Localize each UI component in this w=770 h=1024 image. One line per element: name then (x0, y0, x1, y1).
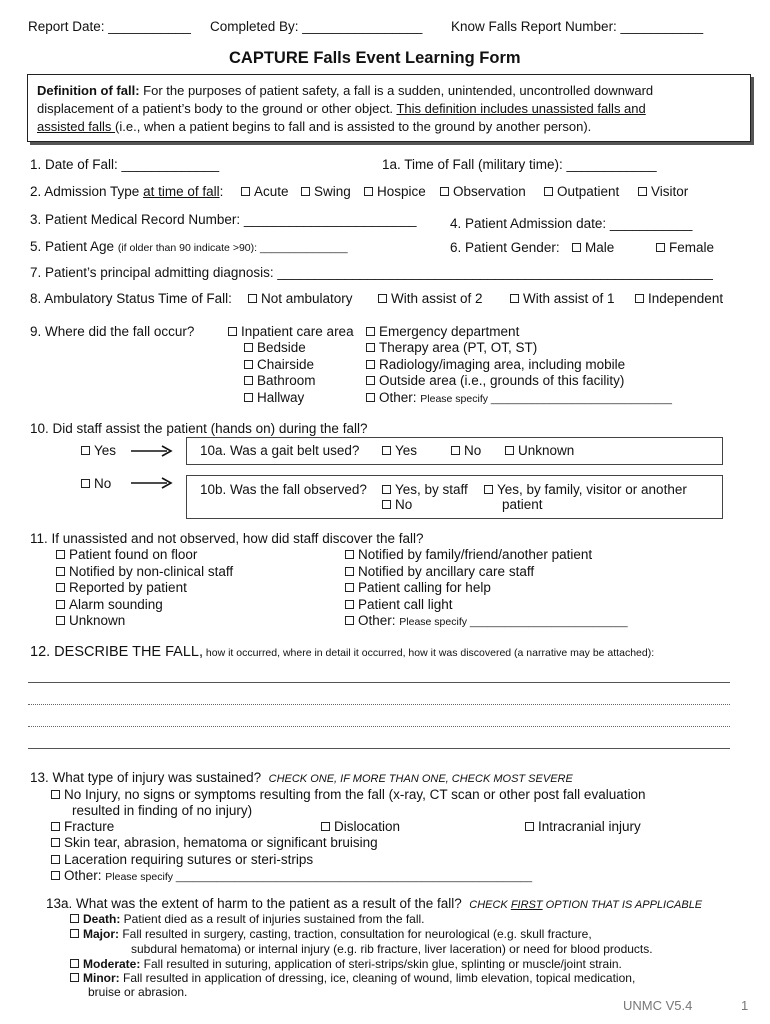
narrative-line[interactable] (28, 726, 730, 727)
definition-term: Definition of fall: (37, 83, 140, 98)
definition-line-1 (37, 82, 741, 100)
hospice-checkbox[interactable] (364, 187, 373, 196)
staff-assist-label: 10. Did staff assist the patient (hands on) during the fall? (30, 421, 368, 436)
major-cont: subdural hematoma) or internal injury (e.g. rib fracture, liver laceration) or need for blood products. (131, 942, 653, 956)
patient-gender-label: 6. Patient Gender: (450, 240, 560, 255)
outside-checkbox[interactable] (366, 376, 375, 385)
discovery-unknown-checkbox[interactable] (56, 616, 65, 625)
describe-fall-note: how it occurred, where in detail it occurred, how it was discovered (a narrative may be attached): (203, 647, 655, 659)
dislocation-option[interactable] (321, 819, 400, 834)
gait-belt-label: 10a. Was a gait belt used? (200, 443, 360, 458)
harm-extent-label (46, 896, 702, 911)
harm-instr-b: OPTION THAT IS APPLICABLE (542, 899, 703, 911)
staff-assist-yes-label: Yes (94, 443, 117, 458)
gait-belt-unknown-label: Unknown (518, 443, 575, 458)
bedside-option[interactable] (244, 340, 306, 355)
female-checkbox[interactable] (656, 243, 665, 252)
fracture-label: Fracture (64, 819, 115, 834)
found-on-floor-checkbox[interactable] (56, 550, 65, 559)
admission-type-label (30, 184, 223, 199)
male-label: Male (585, 240, 615, 255)
inpatient-checkbox[interactable] (228, 327, 237, 336)
moderate-checkbox[interactable] (70, 959, 79, 968)
observation-checkbox[interactable] (440, 187, 449, 196)
harm-instr-first: FIRST (510, 899, 543, 911)
observed-no-checkbox[interactable] (382, 500, 391, 509)
major-text: Fall resulted in surgery, casting, traction, consultation for neurological (e.g. skull fracture, (119, 927, 592, 941)
female-label: Female (669, 240, 715, 255)
bathroom-option[interactable] (244, 373, 316, 388)
therapy-area-option[interactable] (366, 340, 537, 355)
laceration-option[interactable] (51, 852, 313, 867)
admission-type-colon: : (219, 184, 224, 199)
observed-staff-checkbox[interactable] (382, 485, 391, 494)
staff-assist-yes-checkbox[interactable] (81, 446, 90, 455)
independent-checkbox[interactable] (635, 294, 644, 303)
location-other-label: Other: (379, 390, 417, 405)
gait-belt-no-option[interactable] (451, 443, 481, 458)
admission-visitor-option[interactable] (638, 184, 688, 199)
assist-of-1-label: With assist of 1 (523, 291, 615, 306)
chairside-option[interactable] (244, 357, 314, 372)
observation-label: Observation (453, 184, 526, 199)
discovery-other-note: Please specify ___________________________ (399, 616, 628, 628)
fracture-option[interactable] (51, 819, 114, 834)
definition-text-3: (i.e., when a patient begins to fall and is assisted to the ground by another person). (115, 119, 592, 134)
alarm-sounding-label: Alarm sounding (69, 597, 163, 612)
observed-family-checkbox[interactable] (484, 485, 493, 494)
arrow-right-icon (131, 477, 175, 489)
admission-date-field[interactable]: 4. Patient Admission date: ___________ (450, 216, 693, 231)
version-label: UNMC V5.4 (623, 998, 693, 1013)
date-of-fall-field[interactable]: 1. Date of Fall: _____________ (30, 157, 220, 172)
discovery-unknown-label: Unknown (69, 613, 126, 628)
intracranial-option[interactable] (525, 819, 641, 834)
ancillary-staff-option[interactable] (345, 564, 534, 579)
death-text: Patient died as a result of injuries sustained from the fall. (120, 912, 425, 926)
ancillary-staff-label: Notified by ancillary care staff (358, 564, 535, 579)
definition-line-2 (37, 100, 741, 118)
harm-major-option[interactable] (70, 927, 592, 941)
location-other-checkbox[interactable] (366, 393, 375, 402)
admission-type-text: 2. Admission Type (30, 184, 144, 199)
intracranial-label: Intracranial injury (538, 819, 641, 834)
visitor-checkbox[interactable] (638, 187, 647, 196)
describe-fall-title: 12. DESCRIBE THE FALL, (30, 644, 203, 660)
found-on-floor-label: Patient found on floor (69, 547, 198, 562)
patient-age-note: (if older than 90 indicate >90): _______________ (117, 242, 348, 254)
minor-checkbox[interactable] (70, 973, 79, 982)
acute-label: Acute (254, 184, 289, 199)
non-clinical-option[interactable] (56, 564, 233, 579)
calling-for-help-option[interactable] (345, 580, 491, 595)
call-light-checkbox[interactable] (345, 600, 354, 609)
narrative-line[interactable] (28, 682, 730, 683)
minor-text: Fall resulted in application of dressing, ice, cleaning of wound, limb elevation, topical medication, (119, 971, 636, 985)
therapy-checkbox[interactable] (366, 343, 375, 352)
discovery-unknown-option[interactable] (56, 613, 125, 628)
no-injury-label: No Injury, no signs or symptoms resulting from the fall (x-ray, CT scan or other post fall evaluation (64, 787, 646, 802)
skin-tear-label: Skin tear, abrasion, hematoma or significant bruising (64, 835, 378, 850)
major-term: Major: (83, 927, 119, 941)
time-of-fall-field[interactable]: 1a. Time of Fall (military time): ____________ (382, 157, 657, 172)
chairside-label: Chairside (257, 357, 315, 372)
ambulatory-assist1-option[interactable] (510, 291, 615, 306)
admission-type-underlined: at time of fall (143, 184, 220, 199)
staff-assist-no-checkbox[interactable] (81, 479, 90, 488)
gender-female-option[interactable] (656, 240, 714, 255)
gait-belt-unknown-option[interactable] (505, 443, 574, 458)
gait-belt-yes-option[interactable] (382, 443, 417, 458)
outpatient-checkbox[interactable] (544, 187, 553, 196)
visitor-label: Visitor (651, 184, 689, 199)
injury-other-option[interactable] (51, 868, 532, 883)
no-injury-option[interactable] (51, 787, 645, 802)
narrative-line[interactable] (28, 748, 730, 749)
staff-assist-no-option[interactable] (81, 476, 111, 491)
chairside-checkbox[interactable] (244, 360, 253, 369)
laceration-label: Laceration requiring sutures or steri-strips (64, 852, 314, 867)
swing-label: Swing (314, 184, 351, 199)
radiology-option[interactable] (366, 357, 625, 372)
page-number: 1 (741, 998, 749, 1013)
gait-belt-yes-label: Yes (395, 443, 418, 458)
therapy-label: Therapy area (PT, OT, ST) (379, 340, 538, 355)
patient-age-label: 5. Patient Age (30, 239, 118, 254)
minor-cont: bruise or abrasion. (88, 985, 188, 999)
outside-area-option[interactable] (366, 373, 624, 388)
fracture-checkbox[interactable] (51, 822, 60, 831)
gait-belt-yes-checkbox[interactable] (382, 446, 391, 455)
alarm-sounding-checkbox[interactable] (56, 600, 65, 609)
non-clinical-checkbox[interactable] (56, 567, 65, 576)
moderate-text: Fall resulted in suturing, application of steri-strips/skin glue, splinting or muscle/joint strain. (140, 957, 622, 971)
admitting-diagnosis-field[interactable]: 7. Patient’s principal admitting diagnosis: __________________________________________________________ (30, 265, 713, 280)
discovery-other-option[interactable] (345, 613, 628, 628)
fall-observed-label: 10b. Was the fall observed? (200, 482, 367, 497)
injury-type-title: 13. What type of injury was sustained? (30, 770, 262, 785)
ambulatory-status-label: 8. Ambulatory Status Time of Fall: (30, 291, 232, 306)
definition-text-1: For the purposes of patient safety, a fall is a sudden, unintended, uncontrolled downward (139, 83, 654, 98)
assist-of-2-checkbox[interactable] (378, 294, 387, 303)
staff-assist-no-label: No (94, 476, 112, 491)
skin-tear-checkbox[interactable] (51, 838, 60, 847)
alarm-sounding-option[interactable] (56, 597, 163, 612)
discovery-other-checkbox[interactable] (345, 616, 354, 625)
not-ambulatory-checkbox[interactable] (248, 294, 257, 303)
intracranial-checkbox[interactable] (525, 822, 534, 831)
fall-location-label: 9. Where did the fall occur? (30, 324, 195, 339)
reported-by-patient-option[interactable] (56, 580, 187, 595)
gait-belt-no-label: No (464, 443, 482, 458)
assist-of-2-label: With assist of 2 (391, 291, 483, 306)
major-checkbox[interactable] (70, 929, 79, 938)
not-ambulatory-label: Not ambulatory (261, 291, 353, 306)
bathroom-checkbox[interactable] (244, 376, 253, 385)
definition-box (27, 74, 751, 142)
harm-death-option[interactable] (70, 912, 425, 926)
injury-other-checkbox[interactable] (51, 871, 60, 880)
calling-for-help-checkbox[interactable] (345, 583, 354, 592)
acute-checkbox[interactable] (241, 187, 250, 196)
emergency-dept-option[interactable] (366, 324, 519, 339)
ambulatory-independent-option[interactable] (635, 291, 723, 306)
notified-family-option[interactable] (345, 547, 592, 562)
admission-observation-option[interactable] (440, 184, 526, 199)
admission-hospice-option[interactable] (364, 184, 426, 199)
radiology-checkbox[interactable] (366, 360, 375, 369)
hallway-checkbox[interactable] (244, 393, 253, 402)
inpatient-area-option[interactable] (228, 324, 354, 339)
location-other-option[interactable] (366, 390, 672, 405)
no-injury-cont: resulted in finding of no injury) (72, 803, 253, 818)
observed-no-option[interactable] (382, 497, 412, 512)
hallway-label: Hallway (257, 390, 305, 405)
harm-extent-title: 13a. What was the extent of harm to the patient as a result of the fall? (46, 896, 462, 911)
form-title: CAPTURE Falls Event Learning Form (229, 49, 521, 67)
notified-family-checkbox[interactable] (345, 550, 354, 559)
discovery-label: 11. If unassisted and not observed, how did staff discover the fall? (30, 531, 424, 546)
injury-other-note: Please specify _____________________________________________________________ (105, 871, 533, 883)
gait-belt-no-checkbox[interactable] (451, 446, 460, 455)
admission-swing-option[interactable] (301, 184, 351, 199)
harm-moderate-option[interactable] (70, 957, 622, 971)
call-light-option[interactable] (345, 597, 453, 612)
reported-by-patient-label: Reported by patient (69, 580, 187, 595)
admission-outpatient-option[interactable] (544, 184, 619, 199)
gait-belt-unknown-checkbox[interactable] (505, 446, 514, 455)
injury-type-label (30, 770, 573, 785)
definition-line-3 (37, 118, 741, 136)
bedside-label: Bedside (257, 340, 306, 355)
patient-age-field[interactable] (30, 239, 348, 254)
ambulatory-assist2-option[interactable] (378, 291, 483, 306)
medical-record-number-field[interactable]: 3. Patient Medical Record Number: _______________________ (30, 212, 417, 227)
skin-tear-option[interactable] (51, 835, 378, 850)
non-clinical-label: Notified by non-clinical staff (69, 564, 234, 579)
definition-underlined-2: This definition includes unassisted falls and (396, 101, 646, 116)
ambulatory-not-option[interactable] (248, 291, 353, 306)
know-falls-number-field[interactable]: Know Falls Report Number: ___________ (451, 19, 704, 34)
outside-label: Outside area (i.e., grounds of this facility) (379, 373, 625, 388)
ancillary-staff-checkbox[interactable] (345, 567, 354, 576)
completed-by-field[interactable]: Completed By: ________________ (210, 19, 423, 34)
no-injury-checkbox[interactable] (51, 790, 60, 799)
observed-staff-option[interactable] (382, 482, 468, 497)
laceration-checkbox[interactable] (51, 855, 60, 864)
observed-no-label: No (395, 497, 413, 512)
radiology-label: Radiology/imaging area, including mobile (379, 357, 626, 372)
hallway-option[interactable] (244, 390, 304, 405)
outpatient-label: Outpatient (557, 184, 620, 199)
call-light-label: Patient call light (358, 597, 453, 612)
reported-by-patient-checkbox[interactable] (56, 583, 65, 592)
harm-minor-option[interactable] (70, 971, 635, 985)
definition-underlined-3: assisted falls (37, 119, 116, 134)
calling-for-help-label: Patient calling for help (358, 580, 491, 595)
injury-other-label: Other: (64, 868, 102, 883)
observed-family-label: Yes, by family, visitor or another (497, 482, 687, 497)
observed-family-cont: patient (502, 497, 543, 512)
notified-family-label: Notified by family/friend/another patient (358, 547, 593, 562)
death-term: Death: (83, 912, 121, 926)
inpatient-label: Inpatient care area (241, 324, 354, 339)
assist-of-1-checkbox[interactable] (510, 294, 519, 303)
death-checkbox[interactable] (70, 914, 79, 923)
bedside-checkbox[interactable] (244, 343, 253, 352)
emergency-label: Emergency department (379, 324, 520, 339)
independent-label: Independent (648, 291, 724, 306)
discovery-other-label: Other: (358, 613, 396, 628)
minor-term: Minor: (83, 971, 120, 985)
found-on-floor-option[interactable] (56, 547, 197, 562)
moderate-term: Moderate: (83, 957, 141, 971)
dislocation-checkbox[interactable] (321, 822, 330, 831)
bathroom-label: Bathroom (257, 373, 316, 388)
definition-text-2: displacement of a patient’s body to the ground or other object. (37, 101, 397, 116)
arrow-right-icon (131, 445, 175, 457)
narrative-line[interactable] (28, 704, 730, 705)
report-date-field[interactable]: Report Date: ___________ (28, 19, 191, 34)
location-other-note: Please specify _______________________________ (420, 393, 672, 405)
admission-acute-option[interactable] (241, 184, 289, 199)
dislocation-label: Dislocation (334, 819, 401, 834)
describe-fall-label (30, 644, 654, 660)
observed-staff-label: Yes, by staff (395, 482, 468, 497)
injury-type-instruction: CHECK ONE, IF MORE THAN ONE, CHECK MOST SEVERE (268, 773, 573, 785)
harm-instr-a: CHECK (469, 899, 511, 911)
hospice-label: Hospice (377, 184, 426, 199)
gender-male-option[interactable] (572, 240, 614, 255)
observed-family-option[interactable] (484, 482, 687, 497)
emergency-checkbox[interactable] (366, 327, 375, 336)
staff-assist-yes-option[interactable] (81, 443, 116, 458)
male-checkbox[interactable] (572, 243, 581, 252)
swing-checkbox[interactable] (301, 187, 310, 196)
